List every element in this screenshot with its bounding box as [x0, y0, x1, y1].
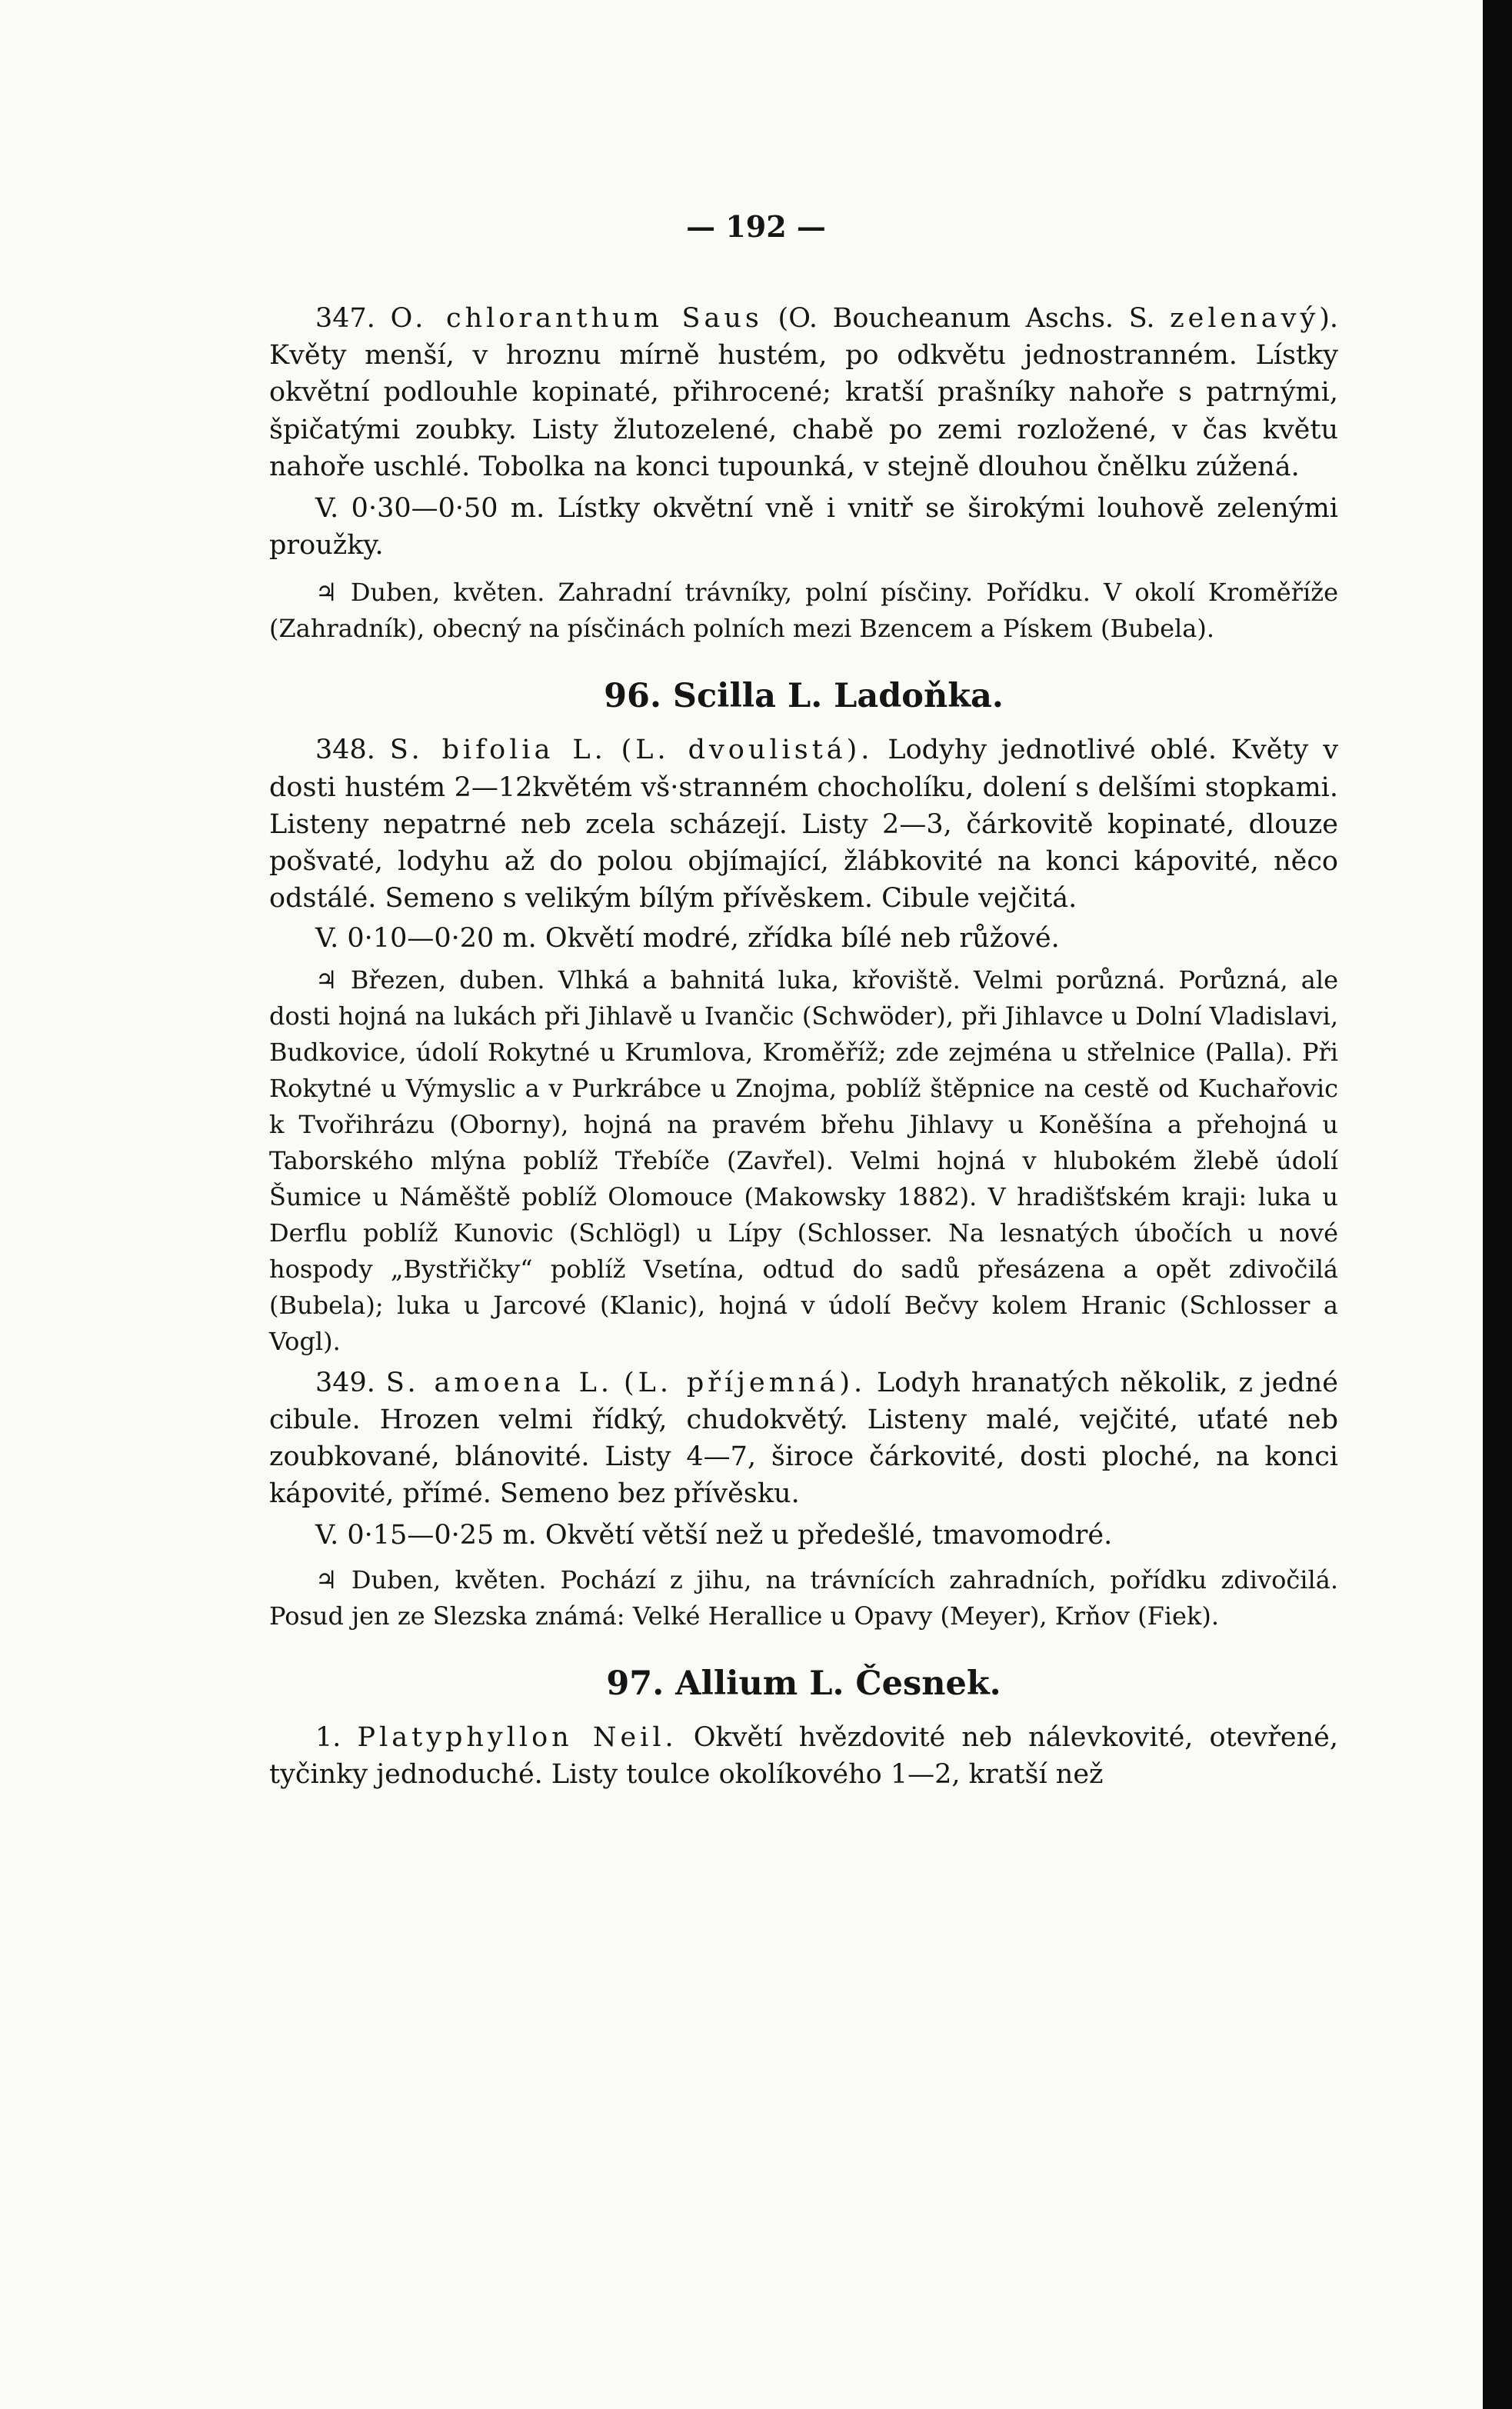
czech-name: (L. dvoulistá). [621, 735, 874, 766]
czech-name: (L. příjemná). [623, 1367, 867, 1398]
habitat-note: ♃ Duben, květen. Zahradní trávníky, polní písčiny. Pořídku. V okolí Kroměříže (Zahradník), obecný na písčinách polních mezi Bzencem a Pískem (Bubela). [269, 578, 1338, 644]
entry-number: 347. [315, 303, 375, 334]
entry-number: 1. [315, 1721, 341, 1753]
text-body [269, 300, 1338, 1793]
entry-347 [269, 300, 1338, 485]
page-number: — 192 — [686, 209, 826, 244]
entry-number: 349. [315, 1367, 375, 1398]
genus-heading-allium: 97. Allium L. Česnek. [606, 1664, 1001, 1703]
entry-348 [269, 731, 1338, 917]
description: Okvětí hvězdovité neb nálevkovité, otevřené, tyčinky jednoduché. Listy toulce okolíkového 1—2, kratší než [269, 1721, 1338, 1790]
section-1 [269, 1719, 1338, 1793]
species-name: O. chloranthum Saus [390, 303, 763, 334]
size-note: V. 0·30—0·50 m. Lístky okvětní vně i vnitř se širokými louhově zelenými proužky. [269, 493, 1338, 561]
species-name: S. amoena L. [385, 1367, 614, 1398]
description: ). Květy menší, v hroznu mírně hustém, po odkvětu jednostranném. Lístky okvětní podlouhle kopinaté, přihrocené; kratší prašníky nahoře s patrnými, špičatými zoubky. Listy žlutozelené, chabě po zemi rozložené, v čas květu nahoře uschlé. Tobolka na konci tupounká, v stejně dlouhou čnělku zúžená. [269, 303, 1338, 482]
habitat-note: ♃ Duben, květen. Pochází z jihu, na trávnících zahradních, pořídku zdivočilá. Posud jen ze Slezska známá: Velké Herallice u Opavy (Meyer), Krňov (Fiek). [269, 1564, 1338, 1631]
description: Lodyhy jednotlivé oblé. Květy v dosti hustém 2—12květém vš·stranném chocholíku, dolení s delšími stopkami. Listeny nepatrné neb zcela scházejí. Listy 2—3, čárkovitě kopinaté, dlouze pošvaté, lodyhu až do polou objímající, žlábkovité na konci kápovité, něco odstálé. Semeno s velikým bílým přívěskem. Cibule vejčitá. [269, 735, 1338, 915]
entry-349 [269, 1364, 1338, 1513]
habitat-note: ♃ Březen, duben. Vlhká a bahnitá luka, křoviště. Velmi porůzná. Porůzná, ale dosti hojná na lukách při Jihlavě u Ivančic (Schwöder), při Jihlavce u Dolní Vladislavi, Budkovice, údolí Rokytné u Krumlova, Kroměříž; zde zejména u střelnice (Palla). Při Rokytné u Výmyslic a v Purkrábce u Znojma, poblíž štěpnice na cestě od Kuchařovic k Tvořihrázu (Oborny), hojná na pravém břehu Jihlavy u Koněšína a přehojná u Taborského mlýna poblíž Třebíče (Zavřel). Velmi hojná v hlubokém žlebě údolí Šumice u Náměště poblíž Olomouce (Makowsky 1882). V hradišťském kraji: luka u Derflu poblíž Kunovic (Schlögl) u Lípy (Schlosser. Na lesnatých úbočích u nové hospody „Bystřičky“ poblíž Vsetína, odtud do sadů přesázena a opět zdivočilá (Bubela); luka u Jarcové (Klanic), hojná v údolí Bečvy kolem Hranic (Schlosser a Vogl). [269, 965, 1338, 1356]
czech-name: zelenavý [1170, 303, 1320, 334]
page-edge-shadow [1483, 0, 1512, 2409]
genus-heading-scilla: 96. Scilla L. Ladoňka. [604, 677, 1004, 716]
species-name: S. bifolia L. [389, 735, 607, 766]
synonym: (O. Boucheanum Aschs. S. [778, 303, 1171, 334]
size-note: V. 0·10—0·20 m. Okvětí modré, zřídka bílé neb růžové. [315, 923, 1060, 955]
description: Lodyh hranatých několik, z jedné cibule. Hrozen velmi řídký, chudokvětý. Listeny malé, vejčité, uťaté neb zoubkované, blánovité. Listy 4—7, široce čárkovité, dosti ploché, na konci kápovité, přímé. Semeno bez přívěsku. [269, 1367, 1338, 1510]
section-name: Platyphyllon Neil. [357, 1721, 678, 1753]
size-note: V. 0·15—0·25 m. Okvětí větší než u předešlé, tmavomodré. [315, 1520, 1113, 1551]
entry-number: 348. [315, 735, 375, 766]
